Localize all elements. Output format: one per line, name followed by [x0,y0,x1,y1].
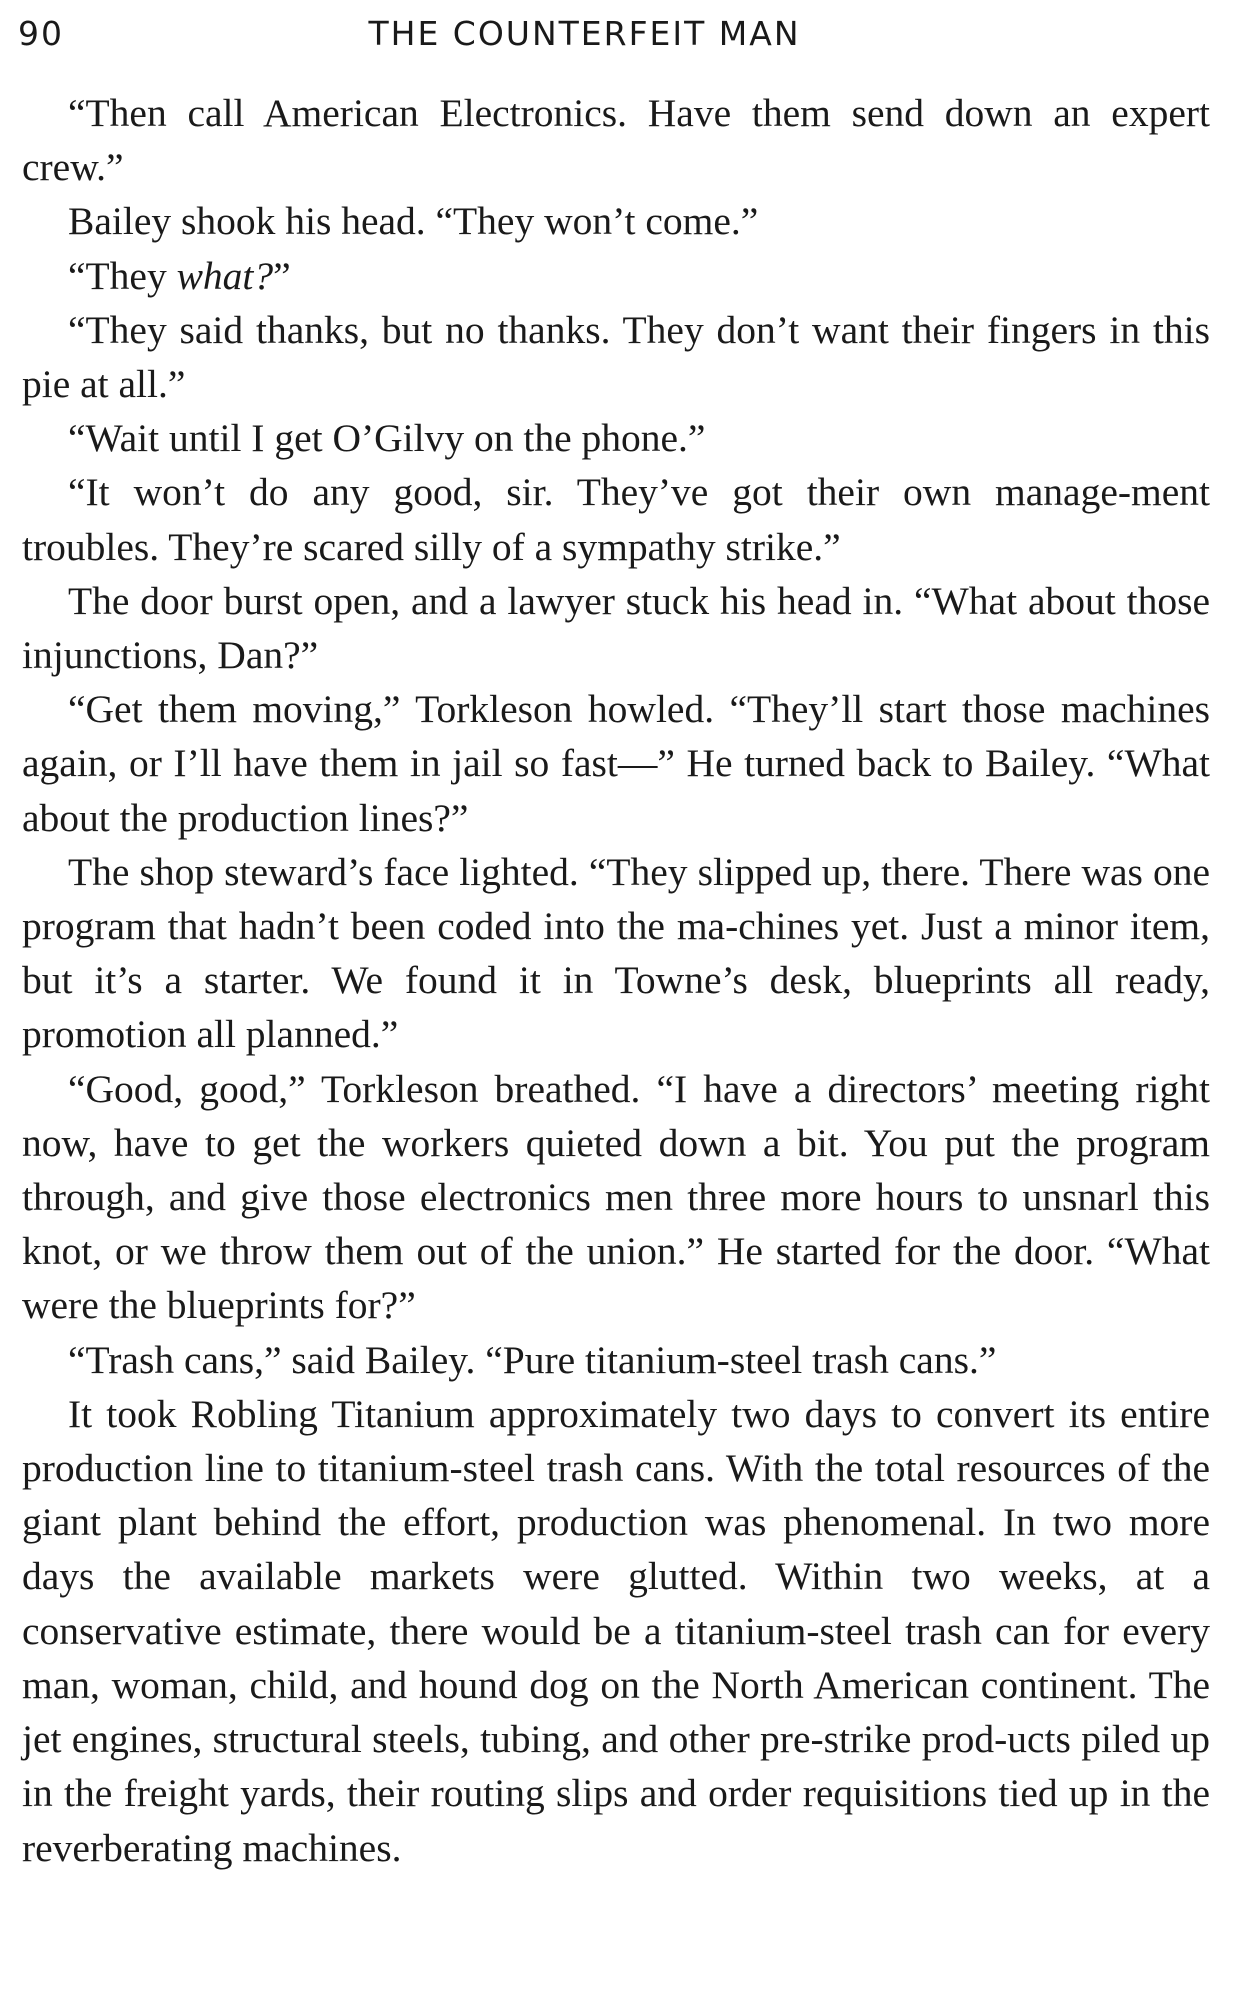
paragraph: “They said thanks, but no thanks. They don’t want their fingers in this pie at all.” [22,307,1210,407]
paragraph: Bailey shook his head. “They won’t come.” [68,199,759,244]
paragraph: “Wait until I get O’Gilvy on the phone.” [68,416,706,461]
paragraph: “Get them moving,” Torkleson howled. “They’ll start those machines again, or I’ll have them in jail so fast—” He turned back to Bailey. “What about the production lines?” [22,687,1210,840]
paragraph: “Trash cans,” said Bailey. “Pure titanium-steel trash cans.” [68,1337,997,1382]
paragraph: “Good, good,” Torkleson breathed. “I have a directors’ meeting right now, have to get the workers quieted down a bit. You put the program through, and give those electronics men three more hours to unsnarl this knot, or we throw them out of the union.” He started for the door. “What were the blueprints for?” [22,1066,1210,1328]
paragraph: It took Robling Titanium approximately two days to convert its entire production line to titanium-steel trash cans. With the total resources of the giant plant behind the effort, production was phenomenal. In two more days the available markets were glutted. Within two weeks, at a conservative estimate, there would be a titanium-steel trash can for every man, woman, child, and hound dog on the North American continent. The jet engines, structural steels, tubing, and other pre-strike prod-ucts piled up in the freight yards, their routing slips and order requisitions tied up in the reverberating machines. [22,1391,1210,1870]
running-head [18,14,1211,60]
paragraph: “Then call American Electronics. Have them send down an expert crew.” [22,91,1210,190]
paragraph: “It won’t do any good, sir. They’ve got their own manage-ment troubles. They’re scared silly of a sympathy strike.” [22,470,1210,569]
paragraph: “They what?” [68,253,291,298]
body-text [22,86,1210,1875]
emphasis: what? [176,253,274,298]
paragraph: The door burst open, and a lawyer stuck his head in. “What about those injunctions, Dan?” [22,578,1210,678]
paragraph: The shop steward’s face lighted. “They slipped up, there. There was one program that hadn’t been coded into the ma-chines yet. Just a minor item, but it’s a starter. We found it in Towne’s desk, blueprints all ready, promotion all planned.” [22,849,1210,1057]
book-title: THE COUNTERFEIT MAN [368,14,801,53]
page-number: 90 [18,14,64,53]
